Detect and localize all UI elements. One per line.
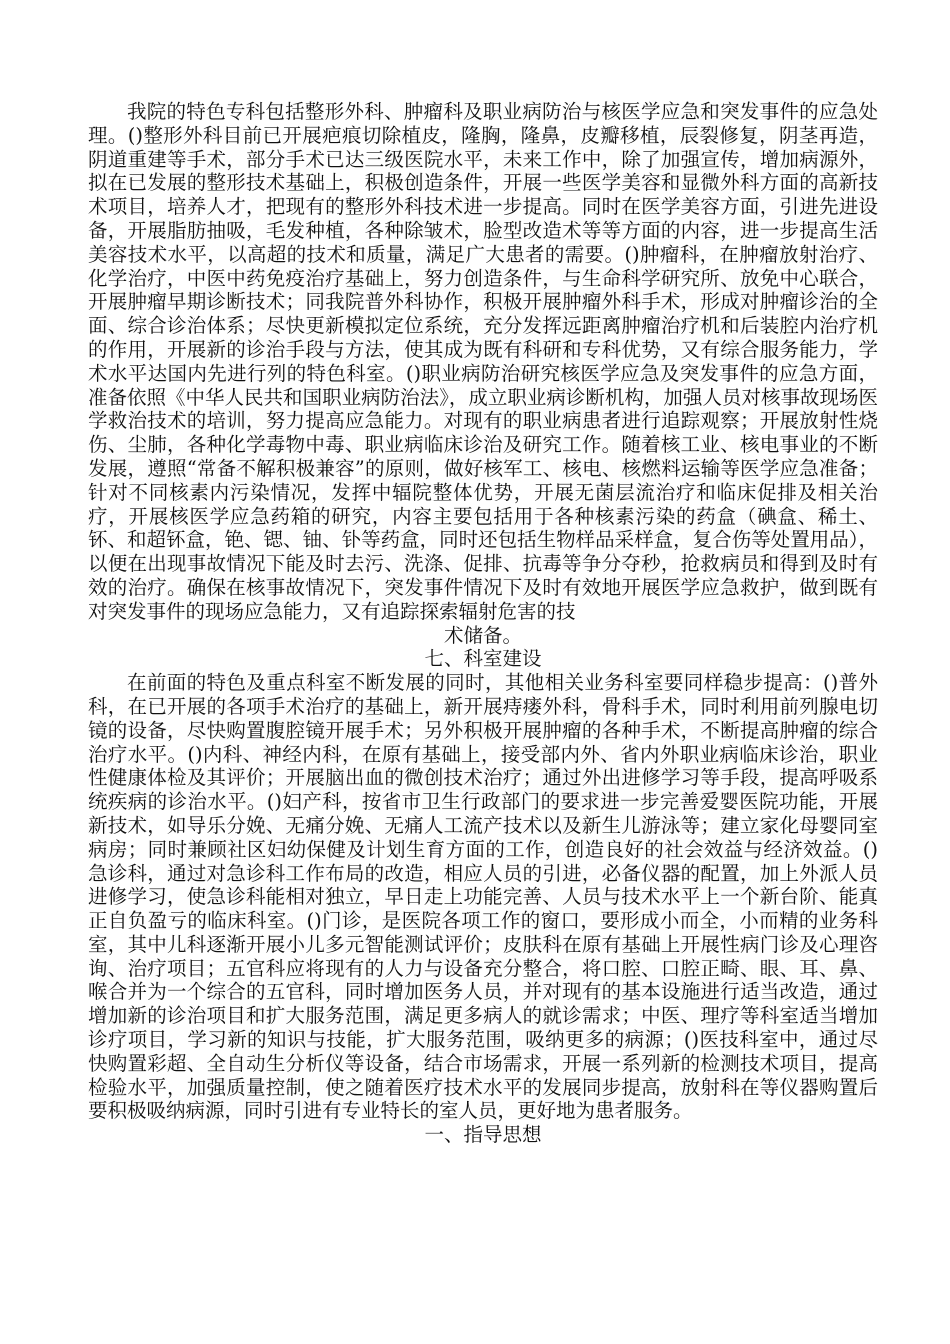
paragraph-specialty-departments: 我院的特色专科包括整形外科、肿瘤科及职业病防治与核医学应急和突发事件的应急处理。()整形外科目前已开展疤痕切除植皮，隆胸，隆鼻，皮瓣移植，辰裂修复，阴茎再造，阴道重建等手术，部分手术已达三级医院水平，未来工作中，除了加强宣传，增加病源外，拟在已发展的整形技术基础上，积极创造条件，开展一些医学美容和显微外科方面的高新技术项目，培养人才，把现有的整形外科技术进一步提高。同时在医学美容方面，引进先进设备，开展脂肪抽吸，毛发种植，各种除皱术，脸型改造术等等方面的内容，进一步提高生活美容技术水平，以高超的技术和质量，满足广大患者的需要。()肿瘤科，在肿瘤放射治疗、化学治疗，中医中药免疫治疗基础上，努力创造条件，与生命科学研究所、放免中心联合，开展肿瘤早期诊断技术；同我院普外科协作，积极开展肿瘤外科手术，形成对肿瘤诊治的全面、综合诊治体系；尽快更新模拟定位系统，充分发挥远距离肿瘤治疗机和后装腔内治疗机的作用，开展新的诊治手段与方法，使其成为既有科研和专科优势，又有综合服务能力，学术水平达国内先进行列的特色科室。()职业病防治研究核医学应急及突发事件的应急方面，准备依照《中华人民共和国职业病防治法》，成立职业病诊断机构，加强人员对核事故现场医学救治技术的培训，努力提高应急能力。对现有的职业病患者进行追踪观察；开展放射性烧伤、尘肺，各种化学毒物中毒、职业病临床诊治及研究工作。随着核工业、核电事业的不断发展，遵照“常备不解积极兼容”的原则，做好核军工、核电、核燃料运输等医学应急准备；针对不同核素内污染情况，发挥中辐院整体优势，开展无菌层流治疗和临床促排及相关治疗，开展核医学应急药箱的研究，内容主要包括用于各种核素污染的药盒（碘盒、稀土、钚、和超钚盒，铯、锶、铀、钋等药盒，同时还包括生物样品采样盒，复合伤等处置用品），以便在出现事故情况下能及时去污、洗涤、促排、抗毒等争分夺秒，抢救病员和得到及时有效的治疗。确保在核事故情况下，突发事件情况下及时有效地开展医学应急救护，做到既有对突发事件的现场应急能力，又有追踪探索辐射危害的技	[88, 100, 878, 623]
section-heading-guiding-ideology: 一、指导思想	[424, 1123, 542, 1147]
document-page	[88, 100, 878, 1147]
section-heading-department-building: 七、科室建设	[424, 647, 542, 671]
paragraph-department-building: 在前面的特色及重点科室不断发展的同时，其他相关业务科室要同样稳步提高：()普外科，在已开展的各项手术治疗的基础上，新开展痔瘘外科，骨科手术，同时利用前列腺电切镜的设备，尽快购置腹腔镜开展手术；另外积极开展肿瘤的各种手术，不断提高肿瘤的综合治疗水平。()内科、神经内科，在原有基础上，接受部内外、省内外职业病临床诊治，职业性健康体检及其评价；开展脑出血的微创技术治疗；通过外出进修学习等手段，提高呼吸系统疾病的诊治水平。()妇产科，按省市卫生行政部门的要求进一步完善爱婴医院功能，开展新技术，如导乐分娩、无痛分娩、无痛人工流产技术以及新生儿游泳等；建立家化母婴同室病房；同时兼顾社区妇幼保健及计划生育方面的工作，创造良好的社会效益与经济效益。()急诊科，通过对急诊科工作布局的改造，相应人员的引进，必备仪器的配置，加上外派人员进修学习，使急诊科能相对独立，早日走上功能完善、人员与技术水平上一个新台阶、能真正自负盈亏的临床科室。()门诊，是医院各项工作的窗口，要形成小而全，小而精的业务科室，其中儿科逐渐开展小儿多元智能测试评价；皮肤科在原有基础上开展性病门诊及心理咨询、治疗项目；五官科应将现有的人力与设备充分整合，将口腔、口腔正畸、眼、耳、鼻、喉合并为一个综合的五官科，同时增加医务人员，并对现有的基本设施进行适当改造，通过增加新的诊治项目和扩大服务范围，满足更多病人的就诊需求；中医、理疗等科室适当增加诊疗项目，学习新的知识与技能，扩大服务范围，吸纳更多的病源；()医技科室中，通过尽快购置彩超、全自动生分析仪等设备，结合市场需求，开展一系列新的检测技术项目，提高检验水平，加强质量控制，使之随着医疗技术水平的发展同步提高，放射科在等仪器购置后要积极吸纳病源，同时引进有专业特长的室人员，更好地为患者服务。	[88, 671, 878, 1123]
paragraph-tail-line: 术储备。	[443, 623, 522, 647]
